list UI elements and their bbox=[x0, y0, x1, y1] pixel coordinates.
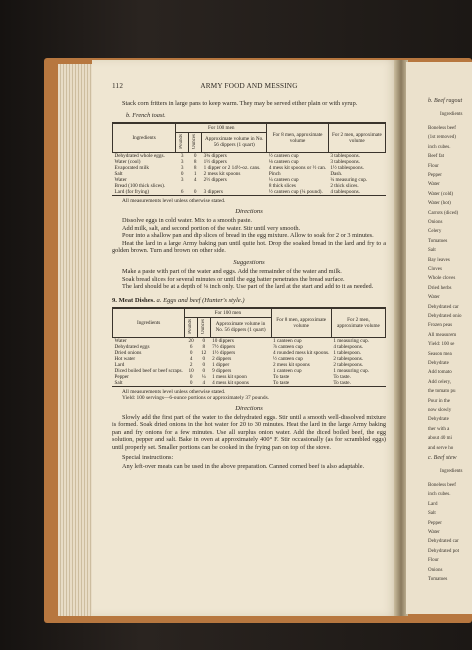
next-page-line: Add celery, bbox=[428, 379, 451, 385]
th2-group: For 100 men bbox=[185, 308, 271, 317]
cell-vol: 10 dippers bbox=[212, 337, 234, 344]
table2-footnote-2: Yield: 100 servings—6-ounce portions or approximately 37 pounds. bbox=[122, 395, 270, 402]
next-page-line: Bay leaves bbox=[428, 257, 450, 263]
cell-vol: 9 dippers bbox=[212, 367, 232, 374]
cell-eight: To taste bbox=[273, 379, 290, 386]
next-page-line: Water bbox=[428, 182, 440, 188]
cell-eight: ¼ canteen cup bbox=[268, 176, 299, 183]
next-page-line: Ingredients bbox=[440, 112, 463, 117]
cell-eight: 1 canteen cup bbox=[273, 337, 302, 344]
cell-eight: ⅞ canteen cup bbox=[273, 343, 303, 350]
directions1-step-4: Heat the lard in a large Army baking pan until quite hot. Drop the soaked bread in the lard and fry to a golden brown. Turn and brown on other side. bbox=[112, 239, 386, 255]
next-page-line: Dehydrated onio bbox=[428, 314, 462, 319]
cell-vol: 1 mess kit spoon bbox=[212, 373, 247, 380]
section-9-title: 9. Meat Dishes. a. Eggs and beef (Hunter's style.) bbox=[112, 296, 245, 304]
intro-text: Stack corn fritters in large pans to keep warm. They may be served either plain or with syrup. bbox=[122, 100, 358, 107]
cell-lb: 10 bbox=[188, 367, 194, 374]
next-page-line: Frozen peas bbox=[428, 323, 453, 329]
cell-ing: Dried onions bbox=[114, 349, 142, 356]
th-pounds: Pounds bbox=[179, 133, 185, 149]
next-page-line: Dehydrated car bbox=[428, 304, 459, 310]
cell-ing: Pepper bbox=[114, 373, 129, 380]
running-title: ARMY FOOD AND MESSING bbox=[200, 82, 298, 90]
cell-ing: Lard bbox=[114, 361, 125, 368]
th2-eight: For 8 men, approximate volume bbox=[271, 308, 331, 337]
cell-oz: 1 bbox=[193, 170, 197, 177]
suggestions-heading: Suggestions bbox=[233, 258, 265, 266]
th2-pounds: Pounds bbox=[188, 318, 194, 334]
th-ounces: Ounces bbox=[192, 133, 198, 149]
cell-oz: 4 bbox=[202, 379, 206, 386]
cell-two: ¼ measuring cup. bbox=[330, 176, 368, 183]
directions-heading-1: Directions bbox=[235, 208, 263, 215]
book-page-right-partial bbox=[406, 62, 472, 614]
directions2-text: Slowly add the first part of the water to the dehydrated eggs. Stir until a smooth well-dissolved mixture is formed. Soak dried onions in the hot water for 20 to 30 minutes. Heat the lard in the large Army baking pan and fry onions for a few minutes. Use all surplus onion water. Add the diced boiled beef, the egg solution, pepper and salt. Bake in oven at approximately 400° F. Stir occasionally (as for scrambled eggs) until properly set. Smaller portions can be cooked in the frying pan on top of the stove. bbox=[112, 413, 386, 451]
cell-two: 4 tablespoons. bbox=[333, 343, 364, 350]
cell-two: 2 tablespoons. bbox=[333, 361, 364, 368]
next-page-line: Dehydrated pot bbox=[428, 548, 459, 554]
cell-eight: 4 mess kit spoons or ½ can. bbox=[268, 164, 327, 171]
next-page-line: Dehydrated car bbox=[428, 539, 459, 545]
next-page-line: Tomatoes bbox=[428, 238, 448, 244]
next-page-line: Lard bbox=[428, 501, 438, 507]
cell-eight: 2 mess kit spoons bbox=[273, 361, 310, 368]
directions1-step-2: Add milk, salt, and second portion of the water. Stir until very smooth. bbox=[122, 224, 301, 232]
cell-eight: 1 canteen cup bbox=[273, 367, 302, 374]
cell-two: 1 measuring cup. bbox=[333, 367, 369, 374]
next-page-line: Season mea bbox=[428, 351, 452, 357]
next-page-line: Beef fat bbox=[428, 154, 444, 160]
page-header bbox=[112, 82, 386, 90]
directions1-step-3: Pour into a shallow pan and dip slices of bread in the egg mixture. Allow to soak for 2 or 3 minutes. bbox=[122, 232, 374, 240]
cell-vol: 4 mess kit spoons bbox=[212, 379, 249, 386]
cell-vol: 3¾ dippers bbox=[203, 152, 227, 159]
cell-lb: 3 bbox=[180, 158, 184, 165]
next-page-line: Carrots (diced) bbox=[428, 210, 459, 216]
cell-lb: 6 bbox=[189, 343, 193, 350]
cell-vol: 2½ dippers bbox=[203, 176, 227, 183]
suggestion-1: Make a paste with part of the water and eggs. Add the remainder of the water and milk. bbox=[122, 267, 342, 275]
cell-two: 2 tablespoons. bbox=[333, 355, 364, 362]
next-page-line: c. Beef stew bbox=[428, 455, 457, 461]
next-page-line: Cloves bbox=[428, 267, 442, 272]
section-b-title: b. French toast. bbox=[126, 111, 166, 119]
directions1-step-1: Dissolve eggs in cold water. Mix to a smooth paste. bbox=[122, 217, 252, 224]
table-row bbox=[113, 189, 386, 195]
th-eight: For 8 men, approximate volume bbox=[267, 123, 329, 152]
cell-oz: 0 bbox=[193, 152, 197, 159]
cell-lb: 2 bbox=[189, 361, 193, 368]
cell-ing: Evaporated milk bbox=[114, 164, 149, 171]
cell-eight: ½ canteen cup (¼ pound). bbox=[268, 188, 323, 195]
next-page-line: Pepper bbox=[428, 173, 442, 178]
cell-vol: 2 mess kit spoons bbox=[203, 170, 241, 177]
cell-ing: Bread (100 thick slices). bbox=[114, 182, 166, 189]
cell-oz: 8 bbox=[193, 158, 197, 165]
cell-oz: 0 bbox=[202, 337, 206, 344]
next-page-line: Boneless beef bbox=[428, 126, 456, 131]
next-page-line: Dried herbs bbox=[428, 285, 452, 291]
th2-ounces: Ounces bbox=[200, 318, 206, 334]
cell-lb: 0 bbox=[189, 379, 193, 386]
cell-eight: ⅛ canteen cup bbox=[268, 158, 299, 165]
next-page-line: Water bbox=[428, 295, 440, 301]
cell-ing: Salt bbox=[114, 379, 123, 386]
cell-eight: 8 thick slices bbox=[268, 182, 296, 189]
cell-vol: 3 dippers bbox=[203, 188, 223, 195]
page-number: 112 bbox=[112, 82, 124, 90]
next-page-line: Salt bbox=[428, 511, 436, 517]
th-two: For 2 men, approximate volume bbox=[328, 123, 385, 152]
next-page-line: Onions bbox=[428, 220, 443, 225]
cell-two: Dash. bbox=[330, 170, 343, 177]
next-page-line: Add tomato bbox=[428, 370, 452, 376]
cell-oz: 0 bbox=[202, 367, 206, 374]
cell-vol: 1½ dippers bbox=[212, 349, 236, 356]
next-page-line: (1st removed) bbox=[428, 135, 456, 141]
cell-two: 3 tablespoons. bbox=[330, 152, 360, 159]
next-page-line: Dehydrate bbox=[428, 361, 449, 366]
next-page-line: Flour bbox=[428, 558, 439, 564]
cell-oz: 0 bbox=[202, 361, 206, 368]
cell-ing: Salt bbox=[114, 170, 123, 177]
cell-vol: 1 dipper bbox=[212, 361, 230, 368]
next-page-line: Water (hot) bbox=[428, 201, 451, 207]
th2-two: For 2 men, approximate volume bbox=[331, 308, 385, 337]
next-page-line: about 40 mi bbox=[428, 436, 452, 442]
cell-oz: 12 bbox=[201, 349, 207, 356]
next-page-line: Whole cloves bbox=[428, 276, 456, 282]
cell-lb: 3 bbox=[180, 164, 184, 171]
cell-lb: 4 bbox=[189, 355, 193, 362]
cell-lb: 6 bbox=[180, 188, 184, 195]
table1-footnote: All measurements level unless otherwise stated. bbox=[122, 197, 226, 204]
cell-vol: 7½ dippers bbox=[212, 343, 236, 350]
next-page-line: inch cubes. bbox=[428, 492, 451, 498]
cell-ing: Lard (for frying) bbox=[114, 188, 150, 195]
table-row bbox=[113, 380, 386, 386]
cell-two: 4 tablespoons. bbox=[330, 188, 360, 195]
cell-vol: 1 dipper or 2 14½-oz. cans. bbox=[203, 164, 261, 171]
next-page-line: inch cubes. bbox=[428, 144, 451, 150]
next-page-line: b. Beef ragout bbox=[428, 98, 463, 104]
next-page-line: the tomato pu bbox=[428, 389, 456, 395]
next-page-line: Water (cold) bbox=[428, 191, 453, 197]
recipe-table-2 bbox=[112, 307, 386, 387]
cell-two: 1 measuring cup. bbox=[333, 337, 369, 344]
next-page-line: Yield: 100 se bbox=[428, 342, 455, 348]
cell-oz: 8 bbox=[202, 343, 206, 350]
next-page-line: Boneless beef bbox=[428, 483, 456, 488]
special-text: Any left-over meats can be used in the above preparation. Canned corned beef is also adaptable. bbox=[122, 463, 365, 471]
suggestion-3: The lard should be at a depth of ⅛ inch only. Use part of the lard at the start and add to it as needed. bbox=[122, 283, 374, 291]
cell-lb: 20 bbox=[188, 337, 194, 344]
next-page-line: Dehydrate bbox=[428, 417, 449, 423]
cell-ing: Hot water bbox=[114, 355, 136, 362]
cell-lb: 3 bbox=[180, 152, 184, 159]
cell-lb: 0 bbox=[180, 170, 184, 177]
table2-footnote-1: All measurements level unless otherwise stated. bbox=[122, 388, 226, 395]
th2-ingredients: Ingredients bbox=[113, 308, 185, 337]
next-page-line: Pepper bbox=[428, 520, 442, 526]
next-page-line: Flour bbox=[428, 163, 439, 169]
next-page-line: now slowly bbox=[428, 408, 452, 413]
th2-volume: Approximate volume in No. 56 dippers (1 quart) bbox=[210, 317, 271, 337]
cell-oz: 0 bbox=[193, 188, 197, 195]
recipe-table-1 bbox=[112, 122, 386, 196]
directions-heading-2: Directions bbox=[235, 404, 263, 412]
next-page-line: ther with a bbox=[428, 426, 450, 432]
book-page-left bbox=[92, 60, 400, 616]
next-page-line: All measurem bbox=[428, 332, 457, 338]
cell-oz: 4 bbox=[193, 176, 197, 183]
next-page-line: Celery bbox=[428, 229, 442, 235]
cell-two: 1 tablespoon. bbox=[333, 349, 362, 356]
cell-oz: 0 bbox=[202, 355, 206, 362]
page-edges bbox=[58, 64, 94, 616]
cell-lb: 0 bbox=[189, 373, 193, 380]
page-content bbox=[112, 82, 386, 471]
cell-vol: 1½ dippers bbox=[203, 158, 227, 165]
next-page-line: Water bbox=[428, 530, 440, 535]
next-page-line: Pour in the bbox=[428, 398, 450, 404]
next-page-line: Onions bbox=[428, 567, 443, 573]
next-page-line: and serve ho bbox=[428, 445, 454, 451]
cell-two: 2 thick slices. bbox=[330, 182, 359, 189]
cell-ing: Water bbox=[114, 337, 127, 344]
cell-ing: Diced boiled beef or beef scraps. bbox=[114, 367, 183, 374]
cell-eight: To taste bbox=[273, 373, 290, 380]
cell-two: To taste. bbox=[333, 379, 351, 386]
next-page-line: Salt bbox=[428, 248, 436, 254]
cell-eight: ½ canteen cup bbox=[268, 152, 299, 159]
cell-eight: ½ canteen cup bbox=[273, 355, 303, 362]
th-volume: Approximate volume in No. 56 dippers (1 quart) bbox=[202, 132, 267, 152]
cell-ing: Water (cool) bbox=[114, 158, 141, 165]
cell-ing: Dehydrated eggs bbox=[114, 343, 150, 350]
cell-two: 3 tablespoons. bbox=[330, 158, 360, 165]
next-page-line: Ingredients bbox=[440, 469, 463, 474]
suggestion-2: Soak bread slices for several minutes or until the egg batter penetrates the bread surface. bbox=[122, 275, 345, 283]
cell-ing: Water bbox=[114, 176, 127, 183]
cell-eight: 4 rounded mess kit spoons. bbox=[273, 349, 330, 356]
cell-oz: 8 bbox=[193, 164, 197, 171]
th-group: For 100 men bbox=[176, 123, 267, 132]
cell-ing: Dehydrated whole eggs. bbox=[114, 152, 165, 159]
next-page-line: Tomatoes bbox=[428, 577, 448, 582]
cell-lb: 0 bbox=[189, 349, 193, 356]
cell-eight: Pinch bbox=[268, 170, 281, 177]
cell-two: To taste. bbox=[333, 373, 351, 380]
cell-lb: 3 bbox=[180, 176, 184, 183]
cell-oz: ¼ bbox=[201, 373, 206, 380]
th-ingredients: Ingredients bbox=[113, 123, 176, 152]
cell-vol: 2 dippers bbox=[212, 355, 232, 362]
cell-two: 1½ tablespoons. bbox=[330, 164, 364, 171]
special-heading: Special instructions: bbox=[122, 453, 174, 461]
